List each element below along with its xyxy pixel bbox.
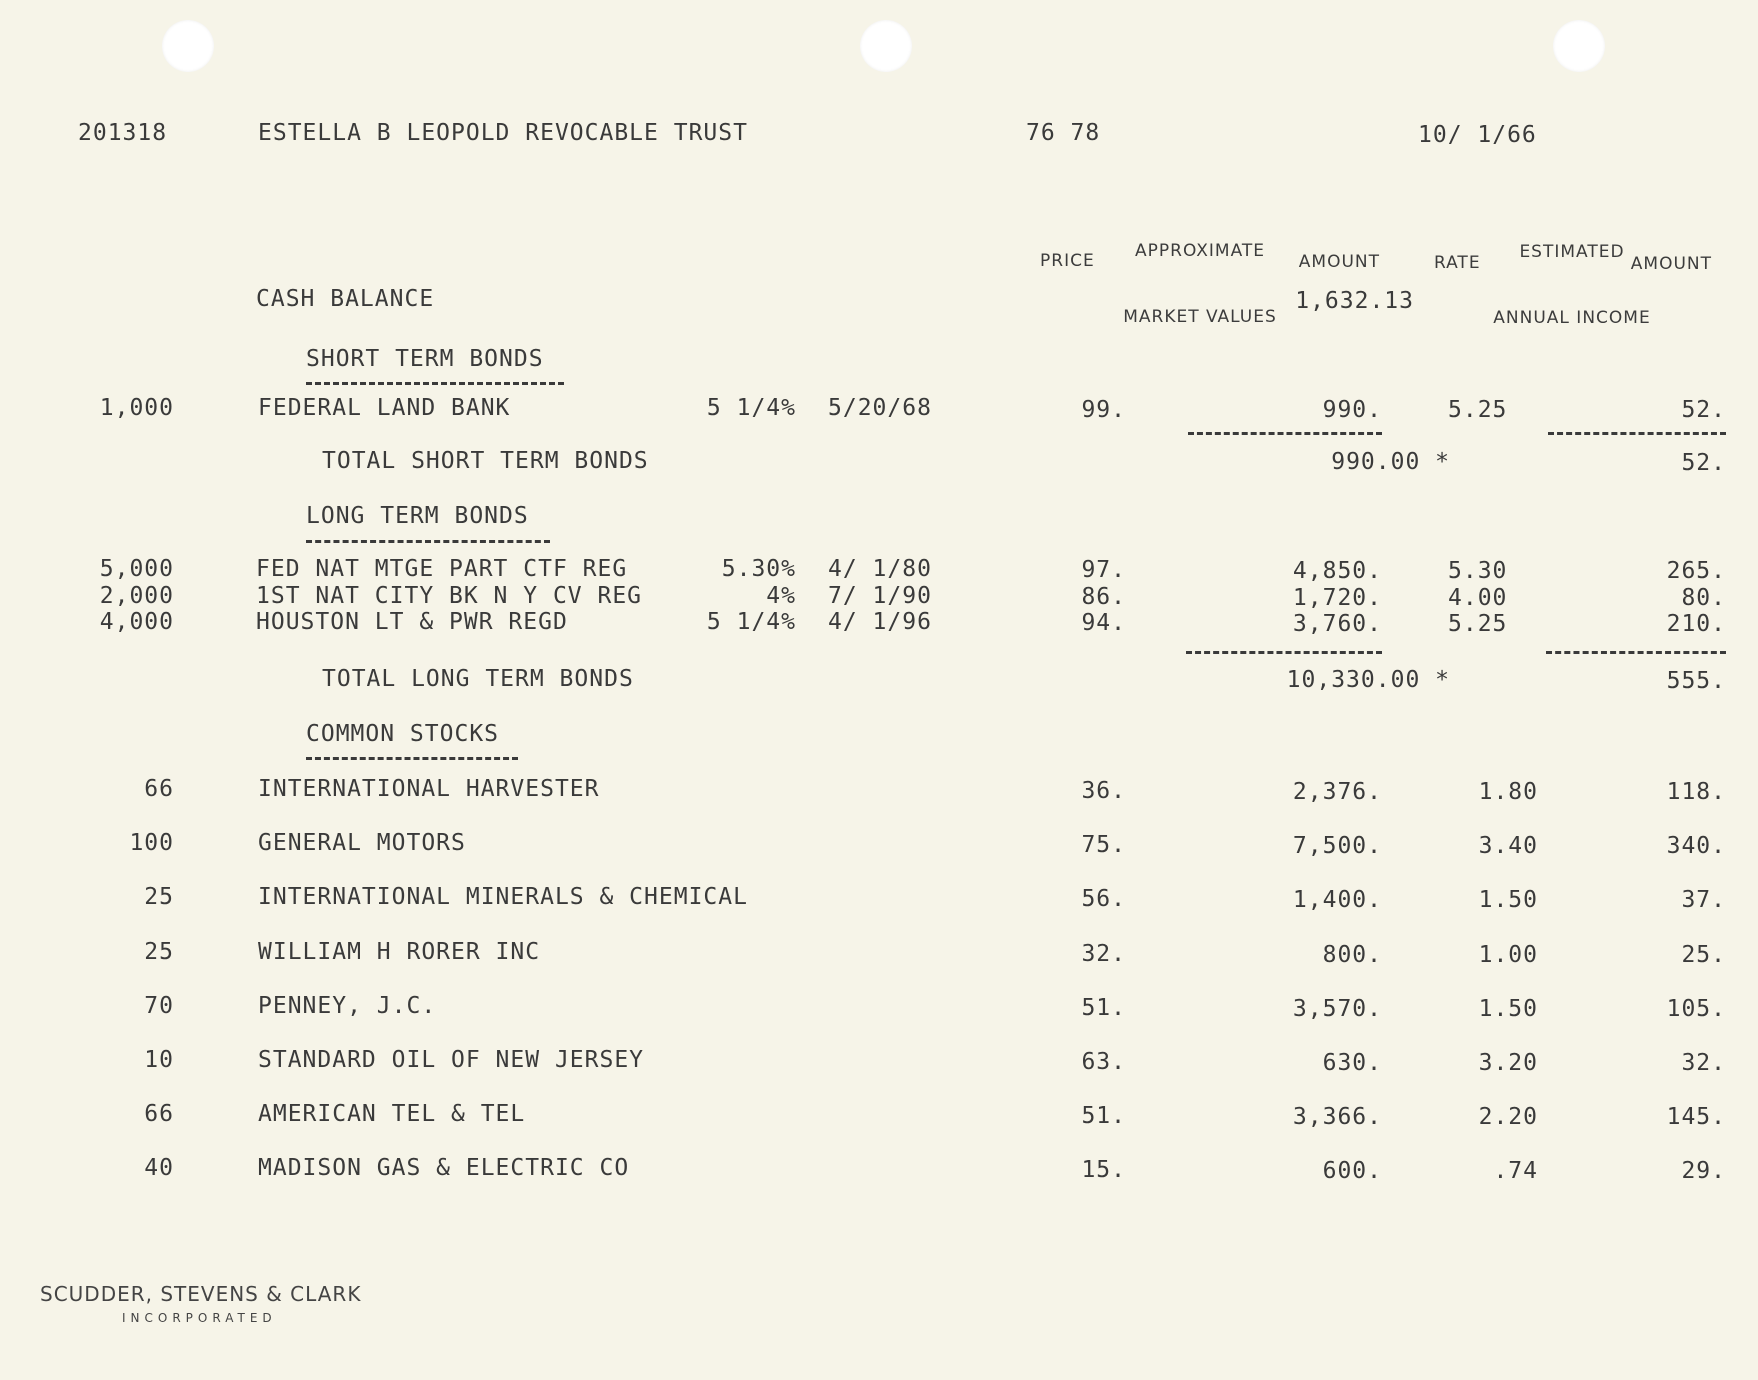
price: 63. [1081, 1049, 1126, 1075]
punch-hole-right [1553, 20, 1605, 72]
market-amount: 3,570. [1292, 996, 1382, 1022]
market-amount: 1,400. [1292, 887, 1382, 913]
income-amount: 265. [1666, 558, 1726, 584]
rate: 5.25 [1448, 611, 1508, 637]
subtotal-rule [1186, 651, 1382, 654]
annual-income-line2: ANNUAL INCOME [1493, 308, 1651, 328]
security-name: GENERAL MOTORS [258, 830, 466, 856]
market-amount: 630. [1322, 1050, 1382, 1076]
market-amount: 3,366. [1292, 1104, 1382, 1130]
annual-income-line1: ESTIMATED [1519, 242, 1625, 262]
income-amount: 52. [1681, 397, 1726, 423]
firm-subtitle: INCORPORATED [122, 1311, 277, 1325]
security-name: HOUSTON LT & PWR REGD [256, 609, 568, 635]
income-amount: 32. [1681, 1050, 1726, 1076]
quantity: 100 [129, 830, 174, 856]
rate: 3.40 [1478, 833, 1538, 859]
market-amount: 7,500. [1292, 833, 1382, 859]
security-name: INTERNATIONAL MINERALS & CHEMICAL [258, 884, 748, 910]
market-amount: 600. [1322, 1158, 1382, 1184]
short-term-bonds-heading: SHORT TERM BONDS [306, 346, 544, 372]
price: 32. [1081, 941, 1126, 967]
income-amount: 80. [1681, 585, 1726, 611]
punch-hole-center [860, 20, 912, 72]
price: 99. [1081, 397, 1126, 423]
quantity: 4,000 [99, 609, 174, 635]
rate: 1.80 [1478, 779, 1538, 805]
market-amount: 2,376. [1292, 779, 1382, 805]
price: 51. [1081, 1103, 1126, 1129]
security-name: MADISON GAS & ELECTRIC CO [258, 1155, 630, 1181]
market-amount: 1,720. [1292, 585, 1382, 611]
subtotal-rule [1548, 432, 1726, 435]
income-amount: 210. [1666, 611, 1726, 637]
common-stocks-heading: COMMON STOCKS [306, 721, 500, 747]
security-name: FED NAT MTGE PART CTF REG [256, 556, 628, 582]
account-name: ESTELLA B LEOPOLD REVOCABLE TRUST [258, 120, 748, 146]
rate-column-header: RATE [1434, 253, 1481, 273]
market-values-line2: MARKET VALUES [1123, 307, 1277, 327]
account-number: 201318 [78, 120, 168, 146]
price: 75. [1081, 832, 1126, 858]
income-amount: 25. [1681, 942, 1726, 968]
rate: 4.00 [1448, 585, 1508, 611]
cash-balance-amount: 1,632.13 [1295, 288, 1414, 314]
maturity: 4/ 1/96 [828, 609, 932, 635]
price: 97. [1081, 557, 1126, 583]
quantity: 1,000 [99, 395, 174, 421]
security-name: WILLIAM H RORER INC [258, 939, 541, 965]
rate: 1.50 [1478, 996, 1538, 1022]
rate: 3.20 [1478, 1050, 1538, 1076]
security-name: 1ST NAT CITY BK N Y CV REG [256, 583, 643, 609]
statement-date: 10/ 1/66 [1418, 122, 1537, 148]
price: 94. [1081, 610, 1126, 636]
heading-underline [306, 382, 564, 385]
total-short-term-label: TOTAL SHORT TERM BONDS [322, 448, 649, 474]
quantity: 40 [144, 1155, 174, 1181]
total-short-term-amount: 990.00 * [1331, 449, 1450, 475]
heading-underline [306, 540, 550, 543]
cash-balance-label: CASH BALANCE [256, 286, 435, 312]
security-name: AMERICAN TEL & TEL [258, 1101, 526, 1127]
quantity: 25 [144, 939, 174, 965]
security-name: FEDERAL LAND BANK [258, 395, 511, 421]
security-name: INTERNATIONAL HARVESTER [258, 776, 600, 802]
subtotal-rule [1546, 651, 1726, 654]
subtotal-rule [1188, 432, 1382, 435]
income-amount: 105. [1666, 996, 1726, 1022]
rate: .74 [1493, 1158, 1538, 1184]
price: 51. [1081, 995, 1126, 1021]
rate: 1.50 [1478, 887, 1538, 913]
market-values-line1: APPROXIMATE [1135, 241, 1265, 261]
income-amount: 29. [1681, 1158, 1726, 1184]
quantity: 10 [144, 1047, 174, 1073]
quantity: 5,000 [99, 556, 174, 582]
security-name: STANDARD OIL OF NEW JERSEY [258, 1047, 645, 1073]
maturity: 7/ 1/90 [828, 583, 932, 609]
account-code: 76 78 [1026, 120, 1101, 146]
long-term-bonds-heading: LONG TERM BONDS [306, 503, 529, 529]
price: 56. [1081, 886, 1126, 912]
heading-underline [306, 757, 518, 760]
rate: 5.25 [1448, 397, 1508, 423]
income-amount: 340. [1666, 833, 1726, 859]
rate: 2.20 [1478, 1104, 1538, 1130]
price: 86. [1081, 584, 1126, 610]
income-amount: 145. [1666, 1104, 1726, 1130]
price: 15. [1081, 1157, 1126, 1183]
firm-name: SCUDDER, STEVENS & CLARK [40, 1282, 362, 1306]
income-amount: 118. [1666, 779, 1726, 805]
total-long-term-amount: 10,330.00 * [1286, 667, 1450, 693]
rate: 5.30 [1448, 558, 1508, 584]
coupon: 5.30% [721, 556, 796, 582]
maturity: 5/20/68 [828, 395, 932, 421]
quantity: 2,000 [99, 583, 174, 609]
market-values-heading [1090, 196, 1310, 350]
maturity: 4/ 1/80 [828, 556, 932, 582]
quantity: 66 [144, 776, 174, 802]
rate: 1.00 [1478, 942, 1538, 968]
income-amount: 37. [1681, 887, 1726, 913]
market-amount: 4,850. [1292, 558, 1382, 584]
total-long-term-income: 555. [1666, 668, 1726, 694]
market-amount: 990. [1322, 397, 1382, 423]
coupon: 5 1/4% [706, 609, 796, 635]
coupon: 5 1/4% [706, 395, 796, 421]
price: 36. [1081, 778, 1126, 804]
security-name: PENNEY, J.C. [258, 993, 437, 1019]
market-amount: 3,760. [1292, 611, 1382, 637]
market-amount: 800. [1322, 942, 1382, 968]
punch-hole-left [162, 20, 214, 72]
amount-column-header: AMOUNT [1298, 252, 1380, 272]
total-long-term-label: TOTAL LONG TERM BONDS [322, 666, 634, 692]
quantity: 66 [144, 1101, 174, 1127]
total-short-term-income: 52. [1681, 450, 1726, 476]
coupon: 4% [766, 583, 796, 609]
price-column-header: PRICE [1040, 251, 1095, 271]
income-amount-column-header: AMOUNT [1630, 254, 1712, 274]
quantity: 70 [144, 993, 174, 1019]
quantity: 25 [144, 884, 174, 910]
